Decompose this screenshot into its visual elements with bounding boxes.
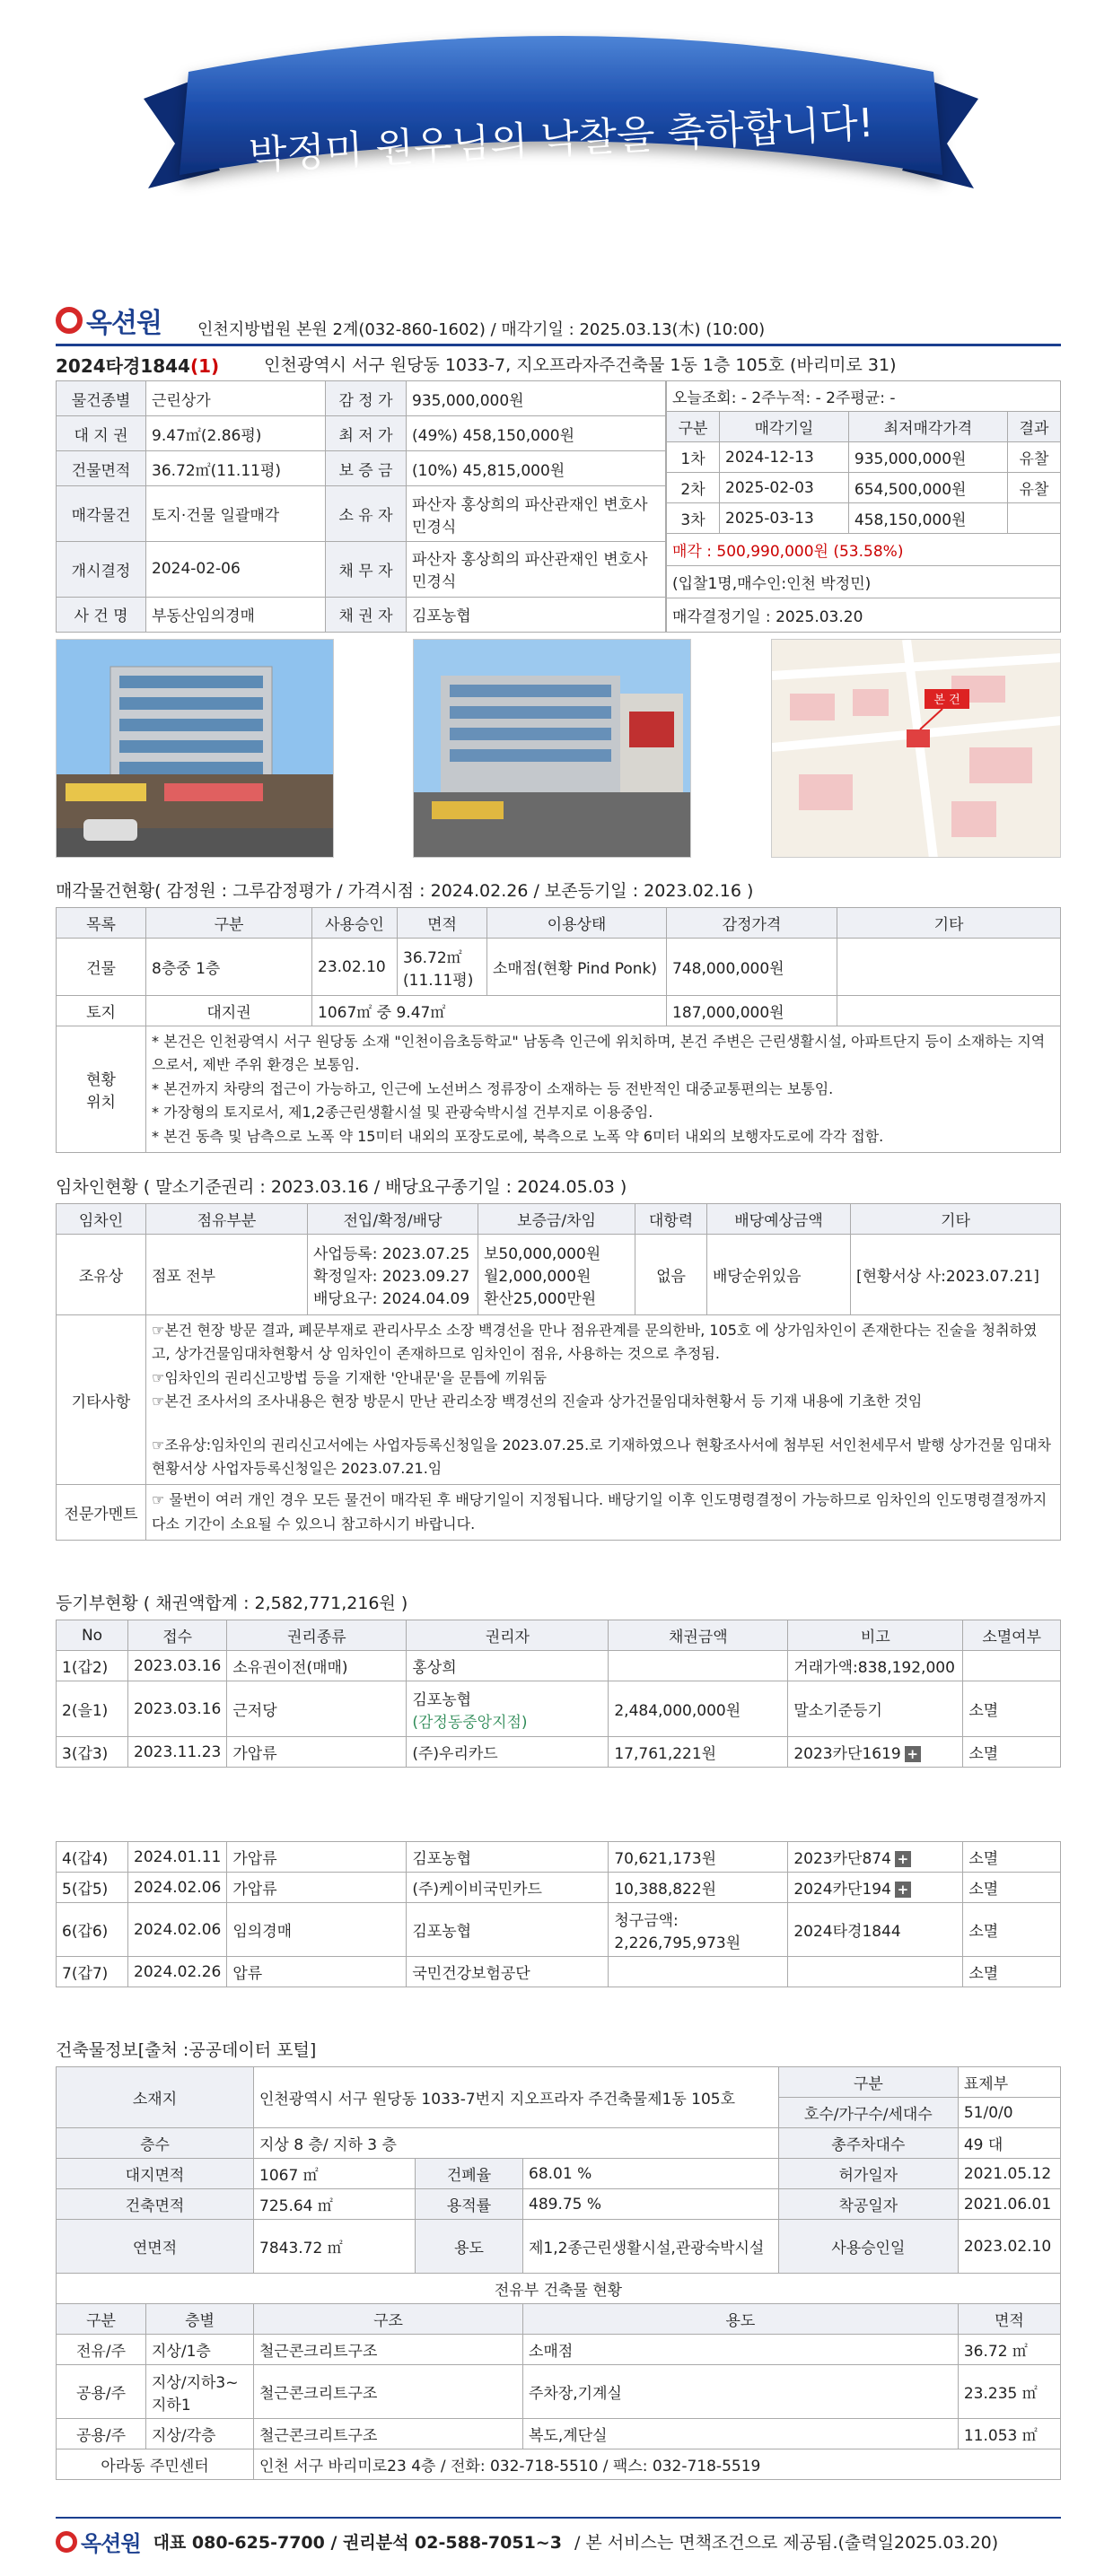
building-title: 건축물정보[출처 :공공데이터 포털] xyxy=(56,2040,317,2060)
building-table: 소재지 인천광역시 서구 원당동 1033-7번지 지오프라자 주건축물제1동 105호 구분 표제부 호수/가구수/세대수 51/0/0 층수 지상 8 층/ 지하 3 층 총주차대수 49 대 대지면적 1067 ㎡ 건폐율 68.01 % 허가일자 2021.05.12 건축면적 725.64 ㎡ 용적률 489.75 % 착공일자 2021.06.01 연면적 7843.72 ㎡ 용도 제1,2종근린생활시설,관광숙박시설 사용승인일 2023.02.10 전유부 건축물 현황 구분 층별 구조 용도 면적 전유/주 지상/1층 철근콘크리트구조 소매점 36.72 ㎡ 공용/주 지상/지하3~지하1 철근콘크리트구조 주차장,기계실 23.235 ㎡ 공용/주 지상/각층 철근콘크리트구조 복도,계단실 11.053 ㎡ 아라동 주민센터 인천 서구 바리미로23 4층 / 전화: 032-718-5510 / 팩스: 032-718-5519 xyxy=(56,2066,1061,2480)
ribbon-graphic xyxy=(135,18,987,233)
round-row: 1차 2024-12-13 935,000,000원 유찰 xyxy=(667,442,1061,473)
registry-row: 3(갑3) 2023.11.23 가압류 (주)우리카드 17,761,221원 2023카단1619 + 소멸 xyxy=(57,1737,1061,1768)
rounds-table: 오늘조회: - 2주누적: - 2주평균: - 구분 매각기일 최저매각가격 결과 1차 2024-12-13 935,000,000원 유찰 2차 2025-02-03 654,500,000원 유찰 3차 2025-03-13 458,150,000원 매각 : 500,990,000원 (53.58%) (입찰1명,매수인:인천 박정민) 매각결정기일 : 2025.03.20 xyxy=(666,380,1061,633)
case-number[interactable]: 2024타경1844(1) xyxy=(56,355,220,377)
registry-row: 7(갑7) 2024.02.26 압류 국민건강보험공단 소멸 xyxy=(57,1957,1061,1987)
unit-row: 공용/주 지상/각층 철근콘크리트구조 복도,계단실 11.053 ㎡ xyxy=(57,2419,1061,2449)
tenant-section xyxy=(56,1174,1061,1541)
registry-row: 1(갑2) 2023.03.16 소유권이전(매매) 홍상희 거래가액:838,192,000 xyxy=(57,1651,1061,1681)
bidder-info: (입찰1명,매수인:인천 박정민) xyxy=(667,566,1061,598)
registry-table-1: No 접수 권리종류 권리자 채권금액 비고 소멸여부 1(갑2) 2023.03.16 소유권이전(매매) 홍상희 거래가액:838,192,000 2(을1) 2023.03.16 근저당 김포농협 (감정동중앙지점) 2,484,000,000원 말소기준등기 소멸 3(갑3) 2023.11.23 가압류 (주)우리카드 17,761,221원 2023카단1619 + 소멸 xyxy=(56,1620,1061,1768)
registry-row: 4(갑4) 2024.01.11 가압류 김포농협 70,621,173원 2023카단874 + 소멸 xyxy=(57,1842,1061,1873)
sale-result: 매각 : 500,990,000원 (53.58%) xyxy=(667,534,1061,566)
registry-section-2 xyxy=(56,1841,1061,1987)
view-counts: 오늘조회: - 2주누적: - 2주평균: - xyxy=(667,381,1061,412)
building-photo-1[interactable] xyxy=(56,639,334,858)
decision-date: 매각결정기일 : 2025.03.20 xyxy=(667,598,1061,633)
appraisal-section xyxy=(56,878,1061,1153)
unit-row: 전유/주 지상/1층 철근콘크리트구조 소매점 36.72 ㎡ xyxy=(57,2335,1061,2365)
footer-contact: 대표 080-625-7700 / 권리분석 02-588-7051~3 xyxy=(153,2533,562,2553)
registry-table-2 xyxy=(56,1841,1061,1987)
building-section xyxy=(56,2037,1061,2480)
registry-row: 6(갑6) 2024.02.06 임의경매 김포농협 청구금액: 2,226,795,973원 2024타경1844 소멸 xyxy=(57,1903,1061,1957)
banner-text: 박정미 원우님의 낙찰을 축하합니다! xyxy=(247,100,875,179)
appraisal-table: 목록 구분 사용승인 면적 이용상태 감정가격 기타 건물 8층중 1층 23.02.10 36.72㎡ (11.11평) 소매점(현황 Pind Ponk) 748,000,000원 토지 대지권 1067㎡ 중 9.47㎡ 187,000,000원 현황 위치 * 본건은 인천광역시 서구 원당동 소재 "인천이음초등학교" 남동측 인근에 위치하며, 본건 주변은 근린생활시설, 아파트단지 등이 소재하는 지역으로서, 제반 주위 환경은 보통임. * 본건까지 차량의 접근이 가능하고, 인근에 노선버스 정류장이 소재하는 등 전반적인 대중교통편의는 보통임. * 가장형의 토지로서, 제1,2종근린생활시설 및 관광숙박시설 건부지로 이용중임. * 본건 동측 및 남측으로 노폭 약 15미터 내외의 포장도로에, 북측으로 노폭 약 6미터 내외의 보행자도로에 각각 접함. xyxy=(56,907,1061,1153)
expand-plus-icon[interactable]: + xyxy=(905,1746,921,1762)
tenant-table: 임차인 점유부분 전입/확정/배당 보증금/차임 대항력 배당예상금액 기타 조유상 점포 전부 사업등록: 2023.07.25 확정일자: 2023.09.27 배당요구: 2024.04.09 보50,000,000원 월2,000,000원 환산25,000만원 없음 배당순위있음 [현황서상 사:2023.07.21] 기타사항 ☞본건 현장 방문 결과, 폐문부재로 관리사무소 소장 백경선을 만나 점유관계를 문의한바, 105호 에 상가임차인이 존재한다는 진술을 청취하였고, 상가건물임대차현황서 상 임차인이 존재하므로 임차인이 점유, 사용하는 것으로 추정됨. ☞임차인의 권리신고방법 등을 기재한 '안내문'을 문틈에 끼워둠 ☞본건 조사서의 조사내용은 현장 방문시 만난 관리소장 백경선의 진술과 상가건물임대차현황서 등 기재 내용에 기초한 것임 ☞조유상:임차인의 권리신고서에는 사업자등록신청일을 2023.07.25.로 기재하였으나 현황조사서에 첨부된 서인천세무서 발행 상가건물 임대차현황서상 사업자등록신청일은 2023.07.21.임 전문가멘트 ☞ 물번이 여러 개인 경우 모든 물건이 매각된 후 배당기일이 지정됩니다. 배당기일 이후 인도명령결정이 가능하므로 임차인의 인도명령결정까지 다소 기간이 소요될 수 있으니 참고하시기 바랍니다. xyxy=(56,1203,1061,1541)
congrats-banner xyxy=(135,18,987,233)
summary-section xyxy=(56,380,1061,633)
case-header xyxy=(56,301,1061,381)
registry-row: 2(을1) 2023.03.16 근저당 김포농협 (감정동중앙지점) 2,484,000,000원 말소기준등기 소멸 xyxy=(57,1681,1061,1737)
photo-strip xyxy=(56,639,1061,858)
round-row: 2차 2025-02-03 654,500,000원 유찰 xyxy=(667,473,1061,503)
footer-note: / 본 서비스는 면책조건으로 제공됨.(출력일2025.03.20) xyxy=(574,2533,999,2553)
building-photo-2[interactable] xyxy=(413,639,691,858)
location-map[interactable] xyxy=(771,639,1061,858)
page-footer xyxy=(56,2517,1061,2557)
round-row: 3차 2025-03-13 458,150,000원 xyxy=(667,503,1061,534)
summary-table: 물건종별 근린상가 감 정 가 935,000,000원 대 지 권 9.47㎡(2.86평) 최 저 가 (49%) 458,150,000원 건물면적 36.72㎡(11.11평) 보 증 금 (10%) 45,815,000원 매각물건 토지·건물 일괄매각 소 유 자 파산자 홍상희의 파산관재인 변호사 민경식 개시결정 2024-02-06 채 무 자 파산자 홍상희의 파산관재인 변호사 민경식 사 건 명 부동산임의경매 채 권 자 김포농협 xyxy=(56,380,666,633)
appraisal-title: 매각물건현황( 감정원 : 그루감정평가 / 가격시점 : 2024.02.26 / 보존등기일 : 2023.02.16 ) xyxy=(56,881,754,901)
property-address: 인천광역시 서구 원당동 1033-7, 지오프라자주건축물 1동 1층 105호 (바리미로 31) xyxy=(264,355,897,375)
expand-plus-icon[interactable]: + xyxy=(895,1851,911,1867)
auction-one-logo: 옥션원 xyxy=(56,301,162,340)
sub-section-title: 전유부 건축물 현황 xyxy=(57,2274,1061,2304)
registry-section xyxy=(56,1590,1061,1768)
registry-title: 등기부현황 ( 채권액합계 : 2,582,771,216원 ) xyxy=(56,1594,408,1613)
map-marker-label: 본 건 xyxy=(933,694,960,707)
tenant-title: 임차인현황 ( 말소기준권리 : 2023.03.16 / 배당요구종기일 : 2024.05.03 ) xyxy=(56,1177,627,1197)
unit-row: 공용/주 지상/지하3~지하1 철근콘크리트구조 주차장,기계실 23.235 ㎡ xyxy=(57,2365,1061,2419)
expert-comment: ☞ 물번이 여러 개인 경우 모든 물건이 매각된 후 배당기일이 지정됩니다. 배당기일 이후 인도명령결정이 가능하므로 임차인의 인도명령결정까지 다소 기간이 소요될 수 있으니 참고하시기 바랍니다. xyxy=(146,1485,1061,1541)
court-info: 인천지방법원 본원 2계(032-860-1602) / 매각기일 : 2025.03.13(木) (10:00) xyxy=(197,320,766,339)
footer-logo: 옥션원 xyxy=(56,2526,141,2557)
logo-circle-icon xyxy=(56,307,83,334)
logo-circle-icon xyxy=(56,2531,77,2553)
expand-plus-icon[interactable]: + xyxy=(895,1882,911,1898)
registry-row: 5(갑5) 2024.02.06 가압류 (주)케이비국민카드 10,388,822원 2024카단194 + 소멸 xyxy=(57,1873,1061,1903)
